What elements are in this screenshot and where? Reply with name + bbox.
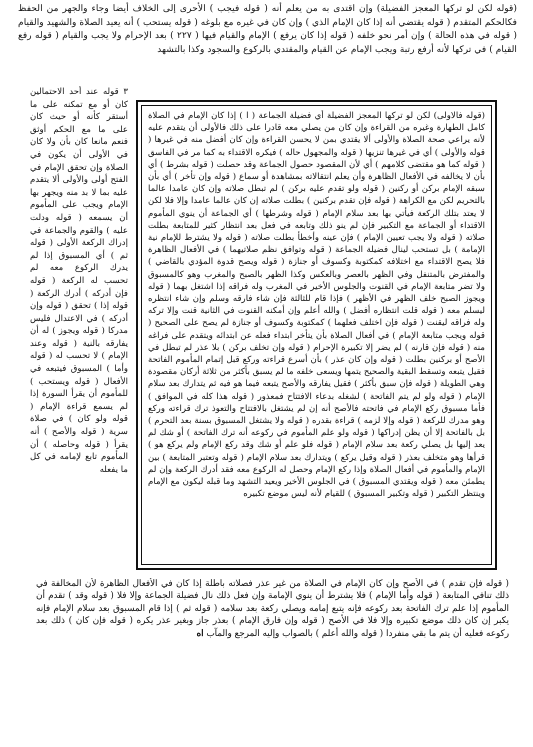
main-text-frame <box>136 100 497 570</box>
end-mark: اه <box>196 628 204 639</box>
side-margin-commentary <box>30 86 128 572</box>
bottom-commentary <box>36 578 509 698</box>
main-text-block <box>148 110 485 560</box>
main-text-inner-frame <box>141 105 492 565</box>
bottom-commentary-text: ( قوله فإن تقدم ) في الأصح وإن كان الإمام في الصلاة من غير عذر فصلاته باطلة إذا كان في الأفعال الظاهرة لأن المخالفة في ذلك تنافي المتابعة ( قوله وأما الإمام ) فلا يشترط أن ينوي الإمامة وإن فعل ذلك نال فضيلة الجماعة وإلا فلا ( قوله وقد ) تقدم أن المأموم إذا علم ترك الفاتحة بعد ركوعه فإنه يتبع إمامه ويصلي ركعة بعد سلامه ( قوله ثم ) إذا قام المسبوق بعد سلام الإمام فإنه يكبر إن كان ذلك موضع تكبيره وإلا فلا في الأصح ( قوله وإن فارق الإمام ) بعذر جاز وبغير عذر يكره ( قوله فإن كان ) ذلك بعد ركوعه فعليه أن يتم ما بقي منفردا ( قوله والله أعلم ) بالصواب وإليه المرجع والمآب <box>36 579 509 639</box>
side-margin-text: ٣ قوله عند أحد الاحتمالين كان أو مع تمكنه على ما أستقر كأنه أو حيث كان على ما مع الحكم أوثق فنعم مانعا كان بأن ولا كان في الأولى أن يكون في الصلاة وإن تحقق الإمام في الفتح أولى والأولى ألا يتقدم عليه بما لا بد منه ويجهر بها الإمام ويجب على المأموم أن يسمعه ( قوله ودلت عليه ) والقوم والجماعة في إدراك الركعة الأولى ( قوله ثم ) أي المسبوق إذا لم يدرك الركوع معه لم تحسب له الركعة ( قوله فإن أدركه ) أدرك الركعة ( قوله إذا ) تحقق ( قوله وإن أدركه ) في الاعتدال فليس مدركا ( قوله ويجوز ) له أن يفارقه بالنية ( قوله وعند الإمام ) لا تحسب له ( قوله وأما ) المسبوق فيتبعه في الأفعال ( قوله ويستحب ) للمأموم أن يقرأ السورة إذا لم يسمع قراءة الإمام ( قوله ولو كان ) في صلاة سرية ( قوله والأصح ) أنه يقرأ ( قوله وحاصله ) أن المأموم تابع لإمامه في كل ما يفعله <box>30 87 128 475</box>
top-margin-commentary <box>18 2 517 84</box>
main-text: (قوله فالاولى) لكن لو تركها المعجز الفضيلة أي فضيلة الجماعة ( ا ) إذا كان الإمام في الصلاة كامل الطهارة وغيره من القراءة وإن كان من يصلي معه قادرا على ذلك فالأولى أن يتقدم عليه لأنه يراعي صحة الصلاة والأولى ألا يقتدي بمن لا يحسن القراءة وإن كان أفضل منه في غيرها ( قوله والأولى ) أي في غيرها تنزيها ( قوله والمجهول حاله ) فيكره الاقتداء به كما مر في الفاسق ( قوله كما هو مقتضى كلامهم ) أي لأن المقصود حصول الجماعة وقد حصلت ( قوله بشرط ) أي بأن لا يخالفه في الأفعال الظاهرة وأن يعلم انتقالاته بمشاهدة أو سماع ( قوله وإن تأخر ) أي بأن سبقه الإمام بركن أو ركنين ( قوله ولو تقدم عليه بركن ) لم تبطل صلاته وإن كان عامدا عالما بالتحريم لكن مع الكراهة ( قوله فإن تقدم بركنين ) بطلت صلاته إن كان عالما عامدا وإلا فلا لكن لا يعتد بتلك الركعة فيأتي بها بعد سلام الإمام ( قوله وشرطها ) أي الجماعة أن ينوي المأموم الاقتداء أو الجماعة مع التكبير فإن لم ينو ذلك وتابعه في فعل بعد انتظار كثير للمتابعة بطلت صلاته ( قوله ولا يجب تعيين الإمام ) فإن عينه وأخطأ بطلت صلاته ( قوله ولا يشترط للإمام نية الإمامة ) بل تستحب لينال فضيلة الجماعة ( قوله وتوافق نظم صلاتيهما ) في الأفعال الظاهرة فلا يصح الاقتداء مع اختلافه كمكتوبة وكسوف أو جنازة ( قوله ويصح قدوة المؤدي بالقاضي ) والمفترض بالمتنفل وفي الظهر بالعصر وبالعكس وكذا الظهر بالصبح والمغرب وهو كالمسبوق ولا تضر متابعة الإمام في القنوت والجلوس الأخير في المغرب وله فراقه إذا اشتغل بهما ( قوله ويجوز الصبح خلف الظهر في الأظهر ) فإذا قام للثالثة فإن شاء فارقه وسلم وإن شاء انتظره ليسلم معه ( قوله قلت انتظاره أفضل ) والله أعلم وإن أمكنه القنوت في الثانية قنت وإلا تركه وله فراقه ليقنت ( قوله فإن اختلف فعلهما ) كمكتوبة وكسوف أو جنازة لم يصح على الصحيح ( قوله ويجب متابعة الإمام ) في أفعال الصلاة بأن يتأخر ابتداء فعله عن ابتدائه ويتقدم على فراغه منه ( قوله فإن قارنه ) لم يضر إلا تكبيرة الإحرام ( قوله وإن تخلف بركن ) بلا عذر لم تبطل في الأصح أو بركنين بطلت ( قوله وإن كان عذر ) بأن أسرع قراءته وركع قبل إتمام المأموم الفاتحة فقيل يتبعه وتسقط البقية والصحيح يتمها ويسعى خلفه ما لم يسبق بأكثر من ثلاثة أركان مقصودة وهي الطويلة ( قوله فإن سبق بأكثر ) فقيل يفارقه والأصح يتبعه فيما هو فيه ثم يتدارك بعد سلام الإمام ( قوله ولو لم يتم الفاتحة ) لشغله بدعاء الافتتاح فمعذور ( قوله هذا كله في الموافق ) فأما مسبوق ركع الإمام في فاتحته فالأصح أنه إن لم يشتغل بالافتتاح والتعوذ ترك قراءته وركع وهو مدرك للركعة ( قوله وإلا لزمه ) قراءة بقدره ( قوله ولا يشتغل المسبوق بسنة بعد التحرم ) بل بالفاتحة إلا أن يظن إدراكها ( قوله ولو علم المأموم في ركوعه أنه ترك الفاتحة ) أو شك لم يعد إليها بل يصلي ركعة بعد سلام الإمام ( قوله فلو علم أو شك وقد ركع الإمام ولم يركع هو ) قرأها وهو متخلف بعذر ( قوله وقيل يركع ) ويتدارك بعد سلام الإمام ( قوله وتعتبر المتابعة ) بين الإمام والمأموم في أفعال الصلاة وإذا ركع الإمام وحصل له الركوع معه فقد أدرك الركعة وإن لم يطمئن معه ( قوله ويقتدي المسبوق ) في الجلوس الأخير ويعيد التشهد وما قبله ليكون مع الإمام وينتظر التكبير ( قوله وتكبير المسبوق ) للقيام لأنه ليس موضع تكبيره <box>148 111 485 500</box>
top-margin-text: (قوله لكن لو تركها المعجز الفضيلة) وإن اقتدى به من يعلم أنه ( قوله فيجب ) الأحرى إلى الخلاف أيضا وجاء والجهر من الحفظ فكالحكم المتقدم ( قوله يقتضي أنه إذا كان الإمام الذي ) وإن كان في غيره مع بلوغه ( قوله يستحب ) أنه يعيد الصلاة والشهيد والقيام ( قوله في هذه الحالة ) وإن أمر نحو خلفه ( قوله إذا كان يرفع ) الإمام والقيام فيها ( ٢٢٧ ) بعد الإحرام ولا يجب والقيام ( قوله رفع القيام ) في تركها لأنه أرفع رتبة ويجب الإمام عن القيام والمقتدي بالركوع والسجود وكذا بالتشهد <box>18 3 517 55</box>
